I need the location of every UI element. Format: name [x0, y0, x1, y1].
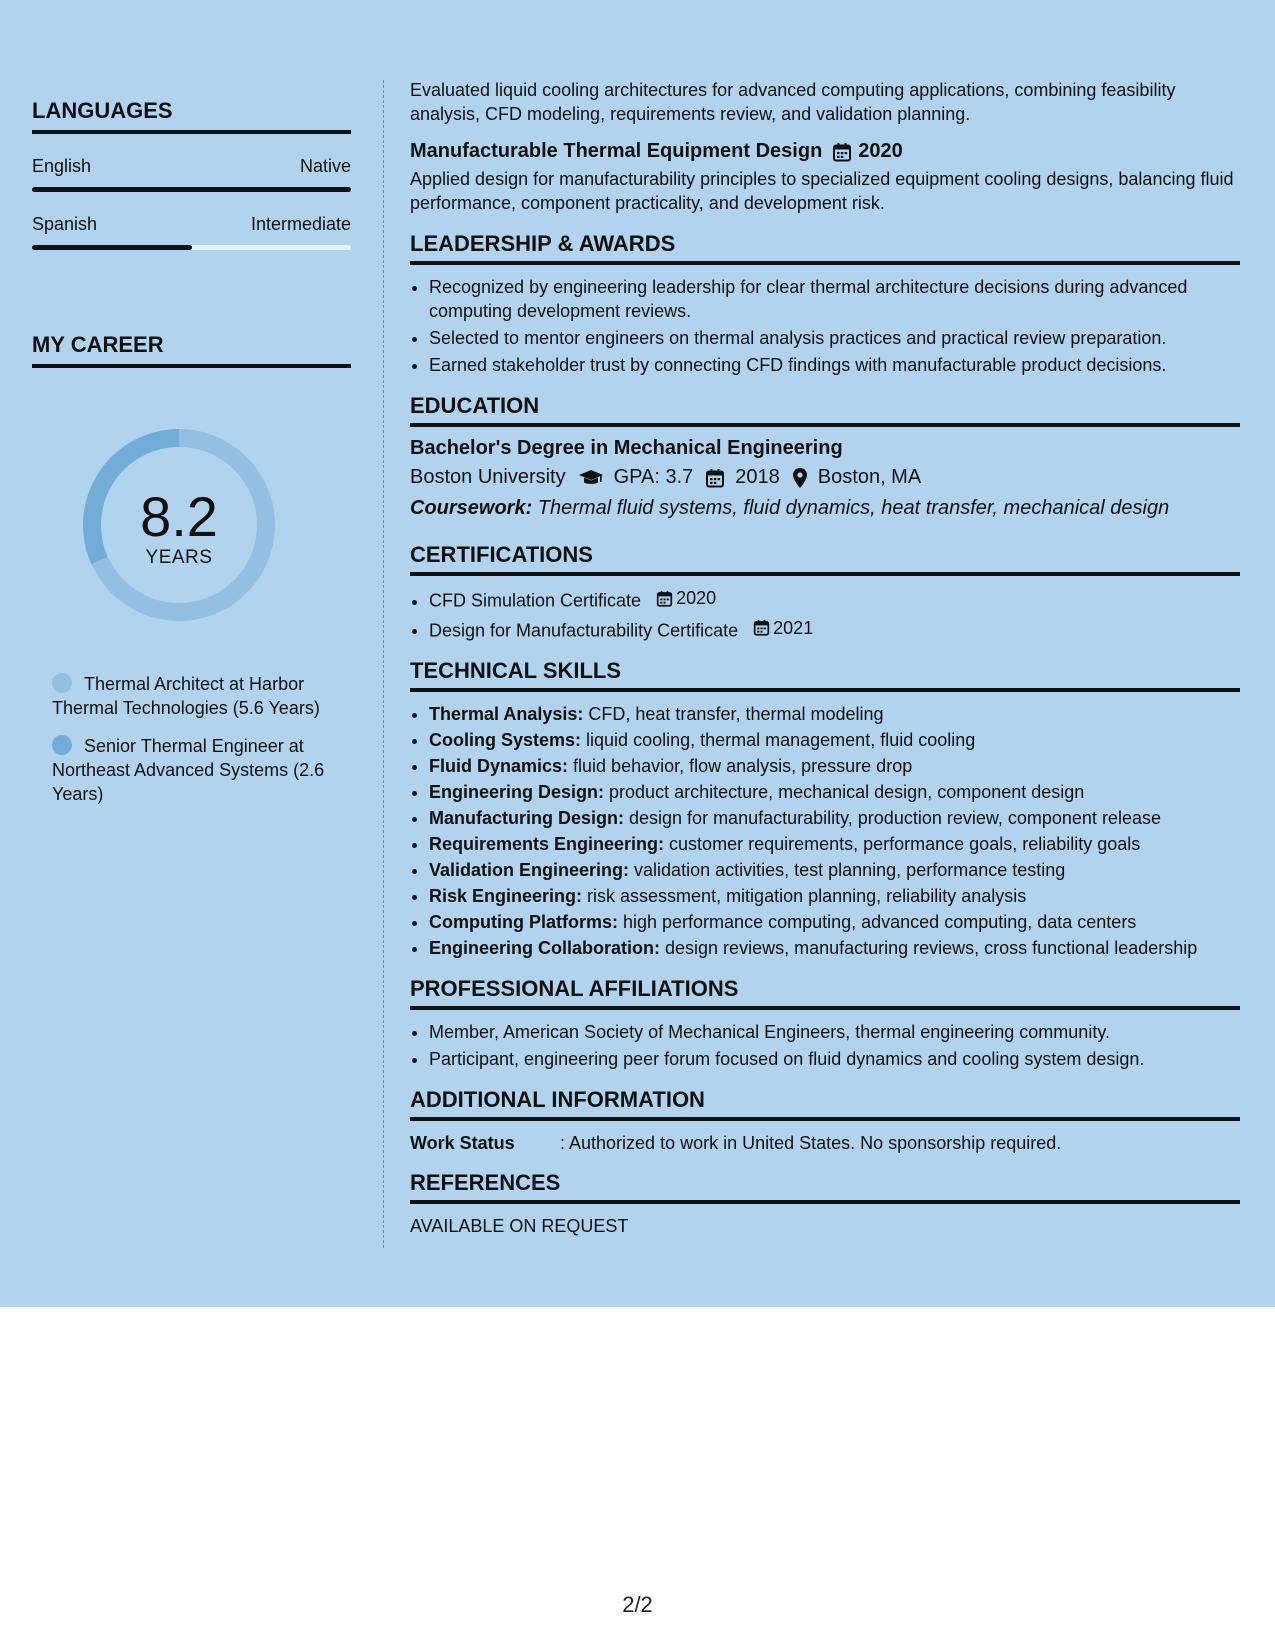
project-title: Manufacturable Thermal Equipment Design: [410, 140, 823, 162]
leadership-list: [410, 275, 1240, 377]
skill-label: Requirements Engineering:: [429, 834, 665, 854]
languages-heading: LANGUAGES: [32, 80, 351, 134]
skill-item: [429, 780, 1240, 804]
language-level: Intermediate: [250, 214, 351, 234]
calendar-icon: [832, 142, 852, 162]
skill-value: CFD, heat transfer, thermal modeling: [583, 704, 884, 724]
skill-label: Computing Platforms:: [429, 912, 618, 932]
skill-item: [429, 728, 1240, 752]
language-proficiency-fill: [32, 245, 192, 250]
career-legend: [52, 672, 342, 806]
skill-value: validation activities, test planning, performance testing: [629, 860, 1066, 880]
main-content: [410, 78, 1240, 1237]
coursework-label: Coursework:: [410, 497, 533, 519]
certifications-heading: CERTIFICATIONS: [410, 542, 1240, 576]
career-total-years: 8.2: [140, 485, 218, 548]
career-legend-label: Thermal Architect at Harbor Thermal Technologies (5.6 Years): [52, 674, 320, 718]
skill-item: [429, 702, 1240, 726]
skill-item: [429, 754, 1240, 778]
education-location: Boston, MA: [817, 466, 922, 488]
work-status-label: Work Status: [410, 1133, 515, 1153]
list-item: • Participant, engineering peer forum focused on fluid dynamics and cooling system design.: [429, 1047, 1240, 1071]
project-title-row: [410, 140, 1240, 163]
skills-list: [410, 702, 1240, 960]
career-legend-item: [52, 734, 342, 806]
language-item: [32, 214, 351, 250]
skill-item: [429, 832, 1240, 856]
language-name: English: [32, 156, 92, 176]
skill-label: Fluid Dynamics:: [429, 756, 569, 776]
column-divider: [383, 80, 384, 1248]
coursework-text: Thermal fluid systems, fluid dynamics, heat transfer, mechanical design: [532, 497, 1170, 519]
references-text: AVAILABLE ON REQUEST: [410, 1216, 629, 1236]
graduation-cap-icon: [578, 469, 604, 487]
language-item: [32, 156, 351, 192]
calendar-icon: [753, 619, 770, 636]
experience-intro: Evaluated liquid cooling architectures for advanced computing applications, combining feasibility analysis, CFD modeling, requirements review, and validation planning.: [410, 80, 1176, 124]
career-heading: MY CAREER: [32, 314, 351, 368]
language-proficiency-bar: [32, 245, 351, 250]
skill-label: Thermal Analysis:: [429, 704, 584, 724]
school-name: Boston University: [410, 466, 566, 488]
list-item: • Earned stakeholder trust by connecting CFD findings with manufacturable product decisions.: [429, 353, 1240, 377]
skill-item: [429, 884, 1240, 908]
skill-label: Validation Engineering:: [429, 860, 630, 880]
skill-label: Risk Engineering:: [429, 886, 583, 906]
work-status-row: [410, 1133, 1240, 1154]
skill-value: design reviews, manufacturing reviews, cross functional leadership: [660, 938, 1198, 958]
certification-name: CFD Simulation Certificate: [429, 590, 642, 611]
language-proficiency-bar: [32, 187, 351, 192]
list-item: • Member, American Society of Mechanical Engineers, thermal engineering community.: [429, 1020, 1240, 1044]
skill-value: design for manufacturability, production review, component release: [624, 808, 1161, 828]
skill-label: Manufacturing Design:: [429, 808, 625, 828]
affiliations-list: [410, 1020, 1240, 1071]
skill-label: Cooling Systems:: [429, 730, 582, 750]
page-number: 2/2: [622, 1592, 653, 1617]
project-year: 2020: [858, 140, 903, 162]
list-item: • Selected to mentor engineers on thermal analysis practices and practical review preparation.: [429, 326, 1240, 350]
project-description: Applied design for manufacturability principles to specialized equipment cooling designs, balancing fluid performance, component practicality, and development risk.: [410, 169, 1234, 213]
graduation-year: 2018: [735, 466, 780, 488]
calendar-icon: [705, 468, 725, 488]
skill-label: Engineering Design:: [429, 782, 605, 802]
skill-value: customer requirements, performance goals, reliability goals: [664, 834, 1141, 854]
certification-year: 2020: [676, 588, 717, 608]
certification-year: 2021: [773, 617, 814, 638]
degree-title: Bachelor's Degree in Mechanical Engineering: [410, 437, 843, 459]
skill-value: fluid behavior, flow analysis, pressure drop: [568, 756, 913, 776]
certification-name: Design for Manufacturability Certificate: [429, 620, 739, 640]
career-legend-label: Senior Thermal Engineer at Northeast Advanced Systems (2.6 Years): [52, 736, 325, 804]
list-item: • Recognized by engineering leadership for clear thermal architecture decisions during advanced computing development reviews.: [429, 275, 1240, 323]
location-pin-icon: [792, 467, 808, 489]
skills-heading: TECHNICAL SKILLS: [410, 658, 1240, 692]
skill-item: [429, 910, 1240, 934]
sidebar: [32, 80, 351, 820]
legend-dot-icon: [52, 735, 72, 755]
language-name: Spanish: [32, 214, 98, 234]
career-legend-item: [52, 672, 342, 720]
skill-item: [429, 858, 1240, 882]
career-years-unit: YEARS: [145, 547, 213, 568]
gpa: GPA: 3.7: [613, 466, 694, 488]
references-heading: REFERENCES: [410, 1170, 1240, 1204]
language-proficiency-fill: [32, 187, 351, 192]
skill-label: Engineering Collaboration:: [429, 938, 661, 958]
skill-value: product architecture, mechanical design, component design: [604, 782, 1085, 802]
certifications-list: [410, 586, 1240, 642]
affiliations-heading: PROFESSIONAL AFFILIATIONS: [410, 976, 1240, 1010]
legend-dot-icon: [52, 673, 72, 693]
additional-info-heading: ADDITIONAL INFORMATION: [410, 1087, 1240, 1121]
language-level: Native: [299, 156, 351, 176]
career-donut-chart: [66, 412, 292, 638]
work-status-value: : Authorized to work in United States. No sponsorship required.: [560, 1133, 1062, 1153]
certification-item: [429, 586, 1240, 613]
certification-item: [429, 616, 1240, 643]
skill-value: high performance computing, advanced computing, data centers: [618, 912, 1137, 932]
skill-item: [429, 936, 1240, 960]
coursework: [410, 497, 1240, 520]
education-details: [410, 466, 1240, 489]
skill-value: liquid cooling, thermal management, fluid cooling: [581, 730, 976, 750]
skill-item: [429, 806, 1240, 830]
leadership-heading: LEADERSHIP & AWARDS: [410, 231, 1240, 265]
calendar-icon: [656, 590, 673, 607]
education-heading: EDUCATION: [410, 393, 1240, 427]
skill-value: risk assessment, mitigation planning, reliability analysis: [582, 886, 1027, 906]
